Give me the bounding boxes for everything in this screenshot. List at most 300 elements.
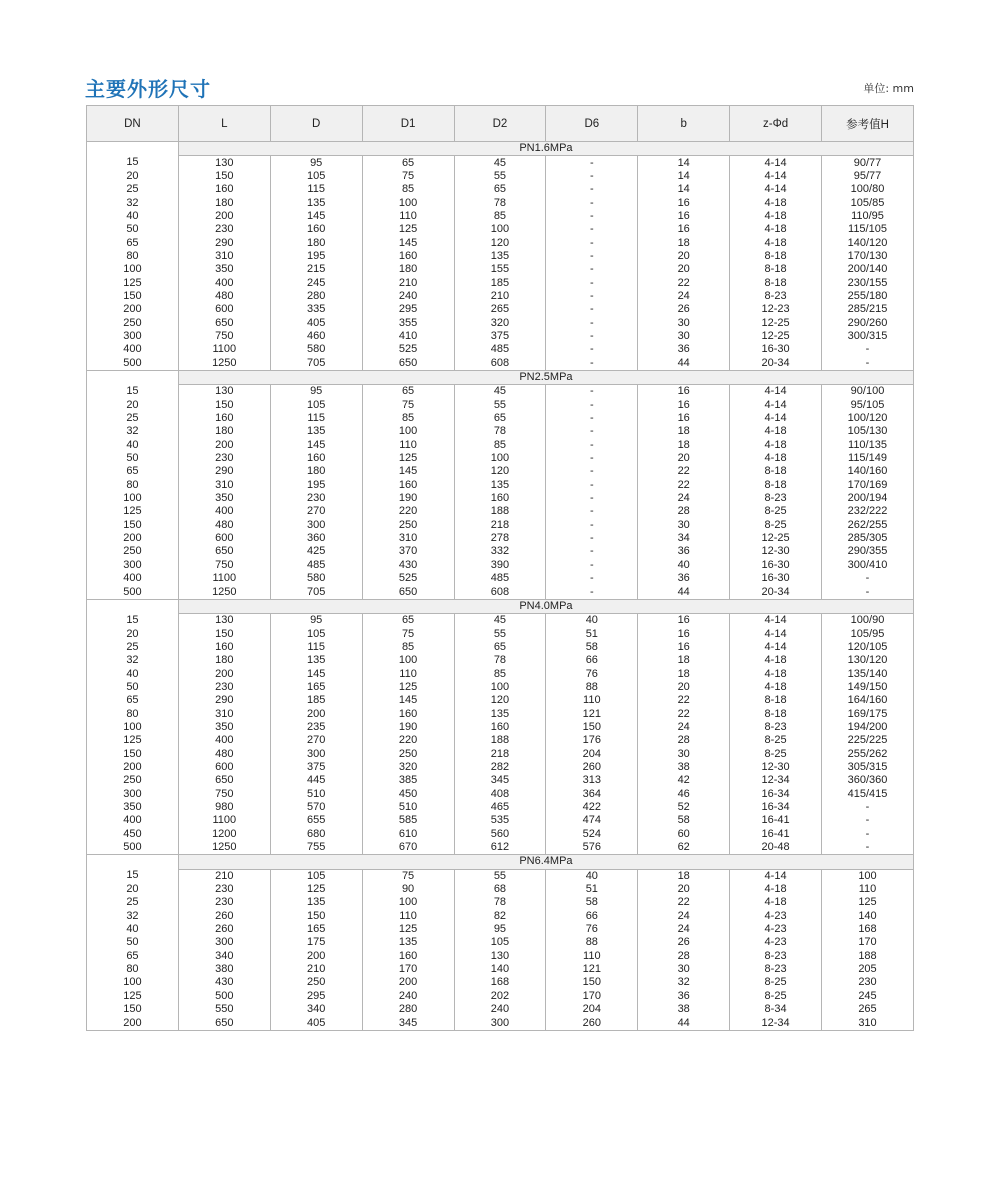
table-cell: 250 xyxy=(87,316,179,329)
table-cell: - xyxy=(822,801,914,814)
table-cell: 220 xyxy=(362,734,454,747)
table-cell: 8-23 xyxy=(730,492,822,505)
table-cell: 180 xyxy=(178,425,270,438)
table-cell: 100 xyxy=(87,721,179,734)
table-cell: 570 xyxy=(270,801,362,814)
table-cell: 105/95 xyxy=(822,627,914,640)
table-cell: 680 xyxy=(270,828,362,841)
table-row xyxy=(87,774,914,787)
table-cell: 405 xyxy=(270,316,362,329)
table-cell: 25 xyxy=(87,412,179,425)
table-cell: 80 xyxy=(87,250,179,263)
table-cell: 210 xyxy=(270,963,362,976)
table-cell: 125 xyxy=(270,883,362,896)
table-cell: 190 xyxy=(362,721,454,734)
table-cell: 95/77 xyxy=(822,170,914,183)
table-cell: 76 xyxy=(546,667,638,680)
table-cell: 160 xyxy=(270,452,362,465)
table-cell: 45 xyxy=(454,385,546,399)
table-cell: 4-14 xyxy=(730,412,822,425)
table-cell: 200 xyxy=(178,667,270,680)
table-cell: 8-18 xyxy=(730,263,822,276)
table-cell: 125 xyxy=(87,276,179,289)
table-cell: 525 xyxy=(362,343,454,356)
table-cell: 200 xyxy=(87,303,179,316)
table-row xyxy=(87,505,914,518)
table-cell: 8-25 xyxy=(730,747,822,760)
table-cell: 650 xyxy=(362,357,454,371)
table-cell: 140/120 xyxy=(822,236,914,249)
table-cell: 200 xyxy=(362,976,454,989)
table-cell: 36 xyxy=(638,545,730,558)
table-cell: 250 xyxy=(362,519,454,532)
table-cell: 400 xyxy=(178,734,270,747)
table-cell: 160 xyxy=(454,721,546,734)
table-row xyxy=(87,694,914,707)
table-cell: 230 xyxy=(822,976,914,989)
table-cell: 12-25 xyxy=(730,330,822,343)
dimensions-table xyxy=(86,105,914,1031)
table-cell: 125 xyxy=(362,223,454,236)
table-cell: 202 xyxy=(454,990,546,1003)
table-cell: 200/140 xyxy=(822,263,914,276)
table-cell: 60 xyxy=(638,828,730,841)
table-cell: 355 xyxy=(362,316,454,329)
table-cell: 16 xyxy=(638,627,730,640)
table-cell: 4-18 xyxy=(730,654,822,667)
table-cell: 650 xyxy=(178,545,270,558)
table-cell: 14 xyxy=(638,156,730,170)
table-cell: 32 xyxy=(87,910,179,923)
table-cell: 265 xyxy=(822,1003,914,1016)
table-cell: 36 xyxy=(638,990,730,1003)
table-row xyxy=(87,210,914,223)
table-cell: 410 xyxy=(362,330,454,343)
table-cell: 15 xyxy=(87,614,179,628)
table-cell: 140 xyxy=(822,910,914,923)
table-cell: 120 xyxy=(454,236,546,249)
table-row xyxy=(87,303,914,316)
table-cell: 12-23 xyxy=(730,303,822,316)
column-header-dn: DN xyxy=(87,106,179,142)
table-cell: 80 xyxy=(87,963,179,976)
table-cell: 285/215 xyxy=(822,303,914,316)
table-cell: 85 xyxy=(362,412,454,425)
table-cell: 350 xyxy=(178,721,270,734)
table-row xyxy=(87,196,914,209)
table-cell: 185 xyxy=(270,694,362,707)
table-cell: 320 xyxy=(454,316,546,329)
table-row xyxy=(87,316,914,329)
table-cell: 58 xyxy=(546,641,638,654)
table-cell: 8-23 xyxy=(730,950,822,963)
table-cell: 280 xyxy=(362,1003,454,1016)
table-cell: 200 xyxy=(270,950,362,963)
table-cell: 135 xyxy=(454,250,546,263)
table-cell: 20 xyxy=(87,399,179,412)
table-cell: - xyxy=(546,425,638,438)
table-cell: 12-34 xyxy=(730,774,822,787)
table-cell: - xyxy=(546,399,638,412)
table-cell: 290/260 xyxy=(822,316,914,329)
table-cell: 150 xyxy=(87,1003,179,1016)
table-cell: 405 xyxy=(270,1016,362,1030)
table-cell: 110 xyxy=(822,883,914,896)
table-row xyxy=(87,357,914,371)
table-row xyxy=(87,223,914,236)
table-cell: 16 xyxy=(638,412,730,425)
table-cell: 16 xyxy=(638,399,730,412)
table-cell: - xyxy=(546,439,638,452)
table-cell: 160 xyxy=(178,641,270,654)
table-cell: 38 xyxy=(638,1003,730,1016)
table-row xyxy=(87,681,914,694)
table-cell: 300 xyxy=(270,747,362,760)
table-row xyxy=(87,156,914,170)
table-cell: 100 xyxy=(87,976,179,989)
table-cell: 55 xyxy=(454,869,546,883)
table-cell: 135 xyxy=(362,936,454,949)
table-cell: - xyxy=(822,828,914,841)
table-cell: 550 xyxy=(178,1003,270,1016)
table-cell: - xyxy=(546,236,638,249)
table-cell: 110/135 xyxy=(822,439,914,452)
table-cell: 78 xyxy=(454,196,546,209)
table-cell: 450 xyxy=(87,828,179,841)
table-cell: 85 xyxy=(362,183,454,196)
table-cell: 8-18 xyxy=(730,465,822,478)
table-cell: 465 xyxy=(454,801,546,814)
section-header-row xyxy=(87,142,914,156)
table-cell: 28 xyxy=(638,950,730,963)
table-cell: 755 xyxy=(270,841,362,855)
table-cell: 370 xyxy=(362,545,454,558)
table-cell: 135 xyxy=(454,707,546,720)
table-cell: 200/194 xyxy=(822,492,914,505)
table-cell: 4-23 xyxy=(730,936,822,949)
table-cell: 225/225 xyxy=(822,734,914,747)
table-cell: 340 xyxy=(178,950,270,963)
table-row xyxy=(87,412,914,425)
table-cell: 20-34 xyxy=(730,585,822,599)
table-cell: 460 xyxy=(270,330,362,343)
table-cell: 4-18 xyxy=(730,236,822,249)
table-cell: 180 xyxy=(178,196,270,209)
table-cell: 300/410 xyxy=(822,559,914,572)
table-cell: 310 xyxy=(822,1016,914,1030)
table-row xyxy=(87,290,914,303)
table-cell: 125 xyxy=(362,923,454,936)
table-cell: 290 xyxy=(178,694,270,707)
table-cell: 295 xyxy=(270,990,362,1003)
table-cell: 400 xyxy=(178,505,270,518)
table-cell: 4-18 xyxy=(730,425,822,438)
table-row xyxy=(87,734,914,747)
table-cell: 4-14 xyxy=(730,399,822,412)
table-cell: 110 xyxy=(546,694,638,707)
table-cell: 100 xyxy=(362,896,454,909)
table-cell: 85 xyxy=(454,210,546,223)
table-cell: 235 xyxy=(270,721,362,734)
table-row xyxy=(87,869,914,883)
table-cell: 65 xyxy=(87,465,179,478)
table-cell: 245 xyxy=(270,276,362,289)
table-cell: 230 xyxy=(178,896,270,909)
table-cell: 170 xyxy=(362,963,454,976)
section-header-row xyxy=(87,855,914,869)
table-cell: 160 xyxy=(362,707,454,720)
table-cell: 36 xyxy=(638,343,730,356)
table-cell: 90 xyxy=(362,883,454,896)
table-cell: 230/155 xyxy=(822,276,914,289)
table-cell: 100 xyxy=(454,223,546,236)
table-cell: 34 xyxy=(638,532,730,545)
table-cell: 125 xyxy=(87,734,179,747)
table-cell: 150 xyxy=(178,170,270,183)
table-cell: 240 xyxy=(454,1003,546,1016)
table-cell: 255/180 xyxy=(822,290,914,303)
table-cell: 218 xyxy=(454,747,546,760)
table-cell: 422 xyxy=(546,801,638,814)
table-row xyxy=(87,654,914,667)
table-cell: 194/200 xyxy=(822,721,914,734)
table-cell: 149/150 xyxy=(822,681,914,694)
table-cell: - xyxy=(546,465,638,478)
table-cell: 105/85 xyxy=(822,196,914,209)
table-cell: 135 xyxy=(454,479,546,492)
table-cell: - xyxy=(822,841,914,855)
table-row xyxy=(87,936,914,949)
table-cell: 100/120 xyxy=(822,412,914,425)
table-cell: 310 xyxy=(362,532,454,545)
table-cell: 16 xyxy=(638,385,730,399)
table-cell: 250 xyxy=(270,976,362,989)
table-cell: 300 xyxy=(178,936,270,949)
table-cell: 230 xyxy=(270,492,362,505)
table-cell: 8-18 xyxy=(730,276,822,289)
table-row xyxy=(87,465,914,478)
table-cell: 204 xyxy=(546,1003,638,1016)
table-cell: 4-14 xyxy=(730,627,822,640)
table-cell: 160 xyxy=(178,412,270,425)
table-cell: 360 xyxy=(270,532,362,545)
table-cell: 16-30 xyxy=(730,343,822,356)
table-cell: 58 xyxy=(638,814,730,827)
table-cell: 110 xyxy=(362,667,454,680)
table-cell: 65 xyxy=(362,156,454,170)
table-cell: 100 xyxy=(454,452,546,465)
table-cell: 300/315 xyxy=(822,330,914,343)
table-cell: 445 xyxy=(270,774,362,787)
table-cell: 121 xyxy=(546,963,638,976)
table-cell: - xyxy=(546,492,638,505)
table-cell: 320 xyxy=(362,761,454,774)
table-cell: 168 xyxy=(822,923,914,936)
table-cell: 250 xyxy=(362,747,454,760)
table-cell: 160 xyxy=(178,183,270,196)
table-row xyxy=(87,276,914,289)
table-cell: 195 xyxy=(270,250,362,263)
table-cell: 52 xyxy=(638,801,730,814)
table-cell: 8-25 xyxy=(730,990,822,1003)
table-cell: 85 xyxy=(454,667,546,680)
table-cell: 8-25 xyxy=(730,505,822,518)
table-cell: 169/175 xyxy=(822,707,914,720)
table-row xyxy=(87,250,914,263)
table-cell: 42 xyxy=(638,774,730,787)
table-cell: 400 xyxy=(87,814,179,827)
table-cell: 16-34 xyxy=(730,788,822,801)
table-cell: - xyxy=(822,357,914,371)
table-row xyxy=(87,385,914,399)
table-cell: 165 xyxy=(270,681,362,694)
table-cell: 18 xyxy=(638,869,730,883)
table-cell: 4-14 xyxy=(730,869,822,883)
table-cell: 24 xyxy=(638,910,730,923)
table-cell: 58 xyxy=(546,896,638,909)
page-title: 主要外形尺寸 xyxy=(85,77,211,101)
table-row xyxy=(87,841,914,855)
table-cell: 200 xyxy=(178,210,270,223)
table-cell: 20 xyxy=(638,452,730,465)
table-cell: 240 xyxy=(362,990,454,1003)
column-header-d1: D1 xyxy=(362,106,454,142)
column-header-d6: D6 xyxy=(546,106,638,142)
table-cell: 65 xyxy=(87,236,179,249)
table-cell: 4-18 xyxy=(730,196,822,209)
table-cell: 8-18 xyxy=(730,707,822,720)
table-row xyxy=(87,828,914,841)
pressure-class-label: PN2.5MPa xyxy=(178,370,913,384)
table-cell: 220 xyxy=(362,505,454,518)
table-cell: 480 xyxy=(178,747,270,760)
table-cell: 560 xyxy=(454,828,546,841)
table-cell: 30 xyxy=(638,316,730,329)
table-cell: 500 xyxy=(87,585,179,599)
table-cell: 8-25 xyxy=(730,976,822,989)
table-cell: 310 xyxy=(178,479,270,492)
table-cell: 130 xyxy=(454,950,546,963)
table-row xyxy=(87,479,914,492)
table-cell: 8-18 xyxy=(730,250,822,263)
table-cell: 16 xyxy=(638,641,730,654)
table-cell: 145 xyxy=(362,236,454,249)
table-cell: 16 xyxy=(638,614,730,628)
table-cell: 600 xyxy=(178,761,270,774)
table-cell: 150 xyxy=(178,399,270,412)
table-cell: 20 xyxy=(87,170,179,183)
table-cell: 36 xyxy=(638,572,730,585)
table-cell: 190 xyxy=(362,492,454,505)
table-cell: 12-25 xyxy=(730,532,822,545)
table-cell: 8-23 xyxy=(730,290,822,303)
table-cell: 16-34 xyxy=(730,801,822,814)
table-cell: 500 xyxy=(178,990,270,1003)
table-cell: 32 xyxy=(87,196,179,209)
table-cell: - xyxy=(822,585,914,599)
table-cell: 300 xyxy=(270,519,362,532)
table-cell: 1250 xyxy=(178,585,270,599)
table-cell: 121 xyxy=(546,707,638,720)
table-cell: 8-18 xyxy=(730,694,822,707)
table-cell: 525 xyxy=(362,572,454,585)
table-cell: 180 xyxy=(270,236,362,249)
table-cell: 80 xyxy=(87,479,179,492)
table-cell: 16 xyxy=(638,223,730,236)
table-cell: 8-25 xyxy=(730,734,822,747)
table-cell: 218 xyxy=(454,519,546,532)
table-cell: 88 xyxy=(546,936,638,949)
table-cell: 12-34 xyxy=(730,1016,822,1030)
table-cell: 105 xyxy=(270,627,362,640)
table-cell: 250 xyxy=(87,774,179,787)
table-cell: 278 xyxy=(454,532,546,545)
table-cell: 313 xyxy=(546,774,638,787)
table-cell: 65 xyxy=(87,950,179,963)
table-cell: 125 xyxy=(822,896,914,909)
table-cell: 4-18 xyxy=(730,210,822,223)
table-cell: 1250 xyxy=(178,841,270,855)
table-cell: 105/130 xyxy=(822,425,914,438)
table-cell: 125 xyxy=(362,681,454,694)
table-cell: 40 xyxy=(546,614,638,628)
column-header-d2: D2 xyxy=(454,106,546,142)
table-cell: 15 xyxy=(87,385,179,399)
table-cell: 130/120 xyxy=(822,654,914,667)
table-cell: 12-25 xyxy=(730,316,822,329)
table-cell: - xyxy=(546,357,638,371)
table-cell: 430 xyxy=(362,559,454,572)
table-cell: 385 xyxy=(362,774,454,787)
table-cell: - xyxy=(546,385,638,399)
table-cell: 135 xyxy=(270,425,362,438)
table-cell: 290 xyxy=(178,236,270,249)
unit-label: 单位: mm xyxy=(863,82,914,95)
table-cell: 612 xyxy=(454,841,546,855)
section-header-spacer xyxy=(87,370,179,384)
table-cell: 285/305 xyxy=(822,532,914,545)
table-cell: 110 xyxy=(362,439,454,452)
table-cell: 255/262 xyxy=(822,747,914,760)
table-row xyxy=(87,439,914,452)
table-cell: 430 xyxy=(178,976,270,989)
table-cell: 345 xyxy=(362,1016,454,1030)
table-cell: - xyxy=(546,479,638,492)
table-row xyxy=(87,667,914,680)
table-cell: 1100 xyxy=(178,572,270,585)
table-cell: 750 xyxy=(178,559,270,572)
table-cell: 580 xyxy=(270,343,362,356)
table-cell: 415/415 xyxy=(822,788,914,801)
table-cell: 474 xyxy=(546,814,638,827)
table-cell: 40 xyxy=(87,923,179,936)
table-cell: 500 xyxy=(87,357,179,371)
table-row xyxy=(87,1003,914,1016)
table-cell: 4-14 xyxy=(730,170,822,183)
table-cell: 345 xyxy=(454,774,546,787)
table-cell: 115/149 xyxy=(822,452,914,465)
table-row xyxy=(87,963,914,976)
table-cell: 375 xyxy=(454,330,546,343)
table-cell: 260 xyxy=(546,1016,638,1030)
table-cell: 25 xyxy=(87,183,179,196)
table-cell: 20 xyxy=(638,250,730,263)
table-cell: 270 xyxy=(270,505,362,518)
table-cell: 16-30 xyxy=(730,572,822,585)
table-cell: - xyxy=(546,532,638,545)
table-cell: 95/105 xyxy=(822,399,914,412)
table-row xyxy=(87,1016,914,1030)
